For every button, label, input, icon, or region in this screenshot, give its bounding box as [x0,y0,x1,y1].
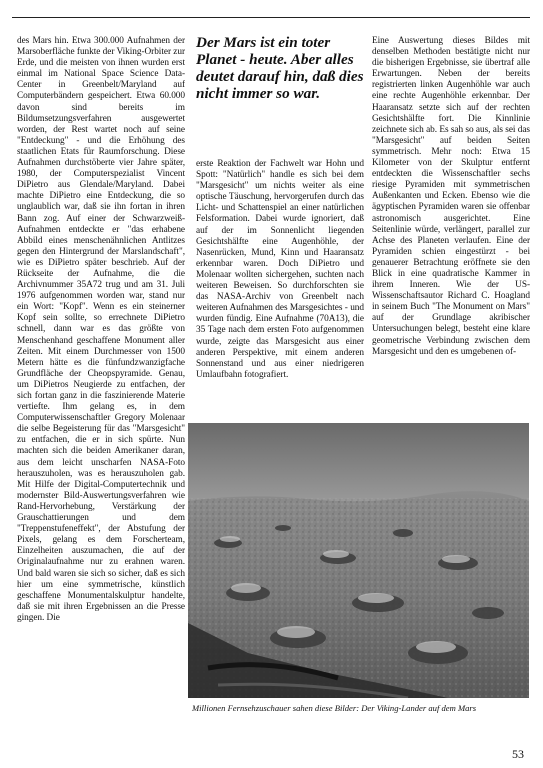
page-number: 53 [512,747,524,761]
text-column-right [372,36,530,436]
photo-caption: Millionen Fernsehzuschauer sahen diese Bilder: Der Viking-Lander auf dem Mars [192,703,477,713]
mars-surface-photo [188,423,529,698]
top-rule [12,17,530,18]
column-middle-text: erste Reaktion der Fachwelt war Hohn und Spott: "Natürlich" handle es sich bei dem "Marsgesicht" um nichts weiter als eine optische Täuschung, hervorgerufen durch das Licht- und Schattenspiel an einer natürlichen Felsformation. Dabei wurde ignoriert, daß auf der im Sonnenlicht liegenden Gesichtshälfte eine Augenhöhle, der Nasenrücken, Mund, Kinn und Haaransatz erkennbar waren. Doch DiPietro und Molenaar wollten sichergehen, suchten nach weiteren Beweisen. So durchforschten sie das NASA-Archiv von Greenbelt nach weiteren Aufnahmen des Marsgesichtes - und wurden fündig. Eine Aufnahme (70A13), die 35 Tage nach dem ersten Foto aufgenommen wurde, zeigte das Marsgesicht aus einer anderen Perspektive, mit einem anderen Sonnenstand und aus einer niedrigeren Umlaufbahn fotografiert. [196,159,364,380]
column-left-text: des Mars hin. Etwa 300.000 Aufnahmen der Marsoberfläche funkte der Viking-Orbiter zur Erde, und die meisten von ihnen wurden erst einmal im National Space Science Data-Center in Greenbelt/Maryland auf Computerbändern gespeichert. Etwa 60.000 davon sind bereits im Bildumsetzungsverfahren ausgewertet worden, der Rest wartet noch auf seine "Entdeckung" - und die Erhöhung des staatlichen Etats für Raumforschung. Diese Aufnahmen durchstöberte vier Jahre später, 1980, der Computerspezialist Vincent DiPietro aus Glendale/Maryland. Dabei machte DiPietro eine Entdeckung, die so unglaublich war, daß sie ihn fortan in ihren Bann zog. Auf einer der Schwarzweiß-Aufnahmen entdeckte er "das erhabene Abbild eines menschenähnlichen Antlitzes gegen den Hintergrund der Marslandschaft", wie es DiPietro später beschrieb. Auf der Rückseite der Aufnahme, die die Archivnummer 35A72 trug und am 31. Juli 1976 aufgenommen worden war, stand nur ein Wort: "Kopf". Wenn es ein steinerner Kopf sein sollte, so errechnete DiPietro schnell, dann war es das größte von Menschenhand geschaffene Monument aller Zeiten. Mit einem Durchmesser von 1500 Metern hätte es die fünfundzwanzigfache Grundfläche der Cheopspyramide. Genau, um DiPietros Neugierde zu entfachen, der sich fortan ganz in die faszinierende Materie vertiefte. Ihm gelang es, in dem Computerwissenschaftler Gregory Molenaar die selbe Begeisterung für das "Marsgesicht" zu entfachen, die er in sich spürte. Nun machten sich die beiden Amerikaner daran, aus dem leicht unscharfen NASA-Foto herauszuholen, was es herauszuholen gab. Mit Hilfe der Digital-Computertechnik und modernster Bild-Auswertungsverfahren wie Rand-Hervorhebung, Verstärkung der Grauschattierungen und dem "Treppenstufeneffekt", der Abstufung der Pixels, gelang es dem Forscherteam, Einzelheiten auszumachen, die auf der Originalaufnahme nur zu erahnen waren. Und bald waren sie sich so sicher, daß es sich hier um eine symmetrische, künstlich geschaffene Monumentalskulptur handelte, daß sie mit ihren Ergebnissen an die Presse gingen. Die [17,36,185,623]
column-right-text: Eine Auswertung dieses Bildes mit denselben Methoden bestätigte nicht nur die bisherigen Ergebnisse, sie übertraf alle Erwartungen. Neben der bereits registrierten linken Augenhöhle war auch eine rechte Augenhöhle erkennbar. Der Haaransatz setzte sich auf der rechten Gesichtshälfte fort. Die Kinnlinie zeichnete sich ab. Es sah so aus, als sei das "Marsgesicht" auf beiden Seiten symmetrisch. Mehr noch: Etwa 15 Kilometer von der Skulptur entfernt entdeckten die Wissenschaftler sechs riesige Pyramiden mit symmetrischen Außenkanten und Ecken. Ebenso wie die ägyptischen Pyramiden waren sie offenbar astronomisch ausgerichtet. Eine Seitenlinie würde, verlängert, parallel zur Achse des Planeten verlaufen. Eine der Pyramiden schien eingestürzt - bei genauerer Betrachtung eröffnete sie den Blick in eine quadratische Kammer in ihrem Inneren. Wie der US-Wissenschaftsautor Richard C. Hoagland in seinem Buch "The Monument on Mars" auf der Grundlage akribischer Untersuchungen belegt, besteht eine klare geometrische Verbindung zwischen dem Marsgesicht und den es umgebenen of- [372,36,530,357]
text-column-left [17,36,185,736]
pull-quote: Der Mars ist ein toter Planet - heute. Aber alles deutet darauf hin, daß dies nicht immer so war. [196,34,364,102]
mars-landscape-image [188,423,529,698]
text-column-middle [196,159,364,404]
